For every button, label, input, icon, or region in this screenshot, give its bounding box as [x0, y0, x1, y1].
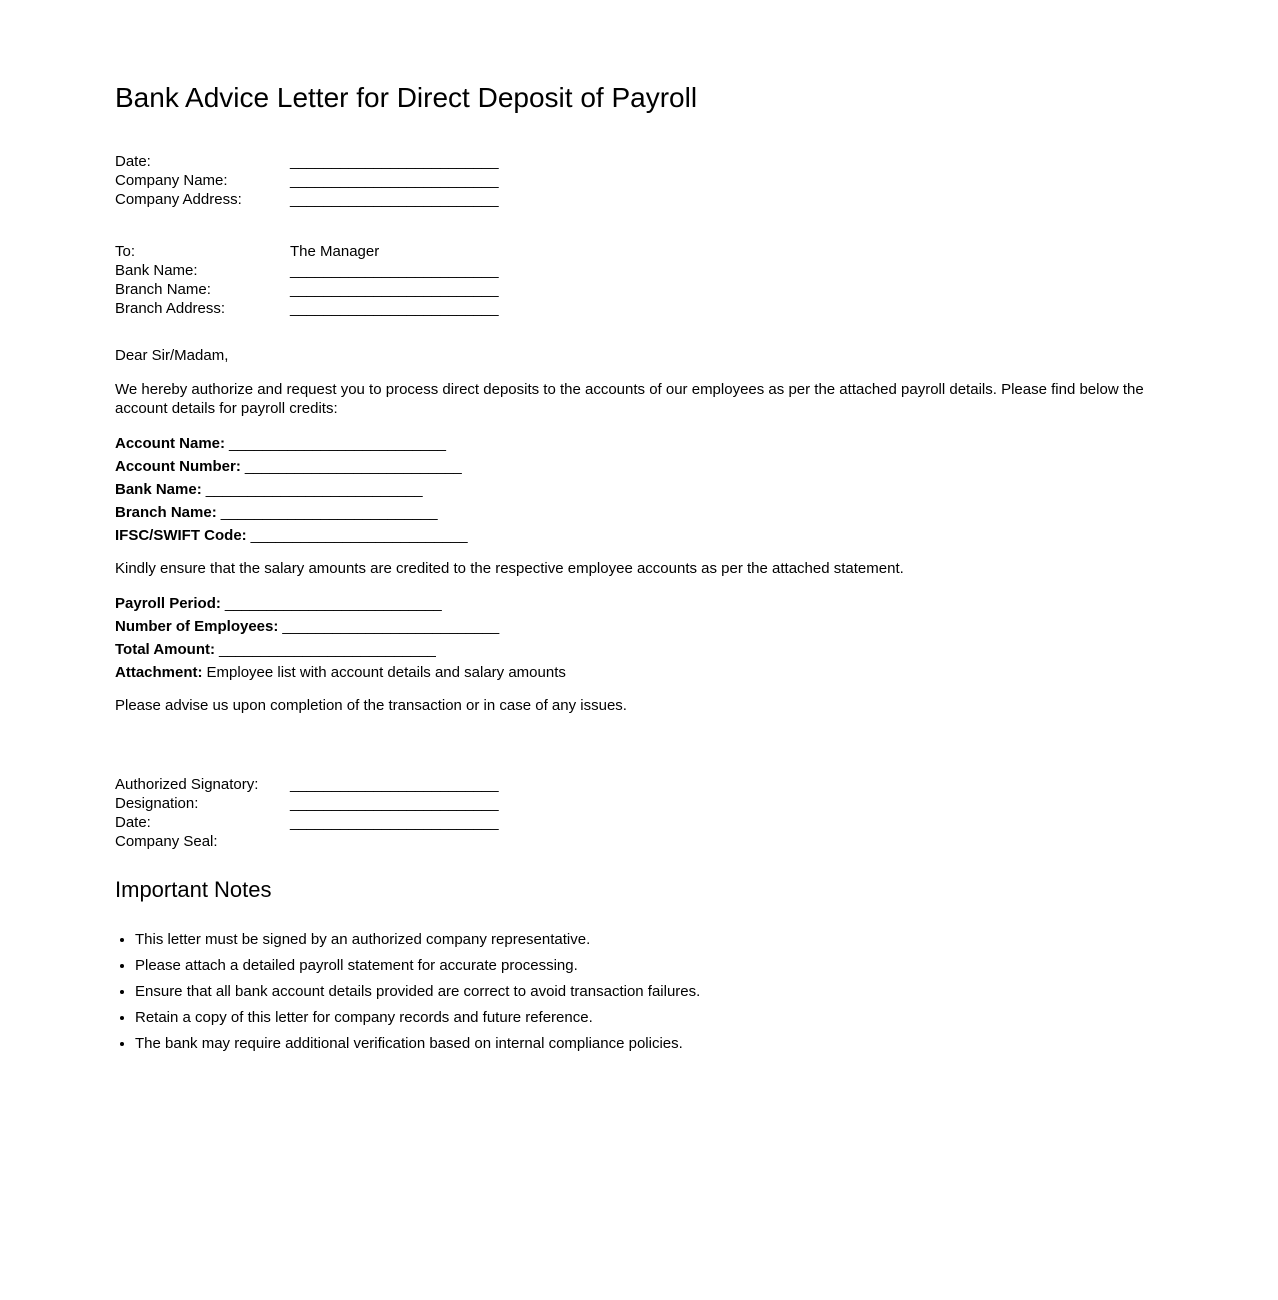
designation-field-row	[115, 794, 1163, 813]
company-name-field-label: Company Name:	[115, 172, 228, 189]
account-name-field-label: Account Name:	[115, 435, 226, 452]
branch-name-detail-field-label: Branch Name:	[115, 504, 217, 521]
note-item: • Ensure that all bank account details provided are correct to avoid transaction failures.	[135, 982, 1163, 1001]
note-item: • Please attach a detailed payroll statement for accurate processing.	[135, 956, 1163, 975]
attachment-field-label: Attachment:	[115, 664, 203, 681]
signature-block	[115, 775, 1163, 851]
company-name-field-blank-line: _________________________	[290, 172, 499, 189]
advise-paragraph: Please advise us upon completion of the transaction or in case of any issues.	[115, 697, 627, 714]
total-amount-field-label: Total Amount:	[115, 641, 215, 658]
note-item: • Retain a copy of this letter for company records and future reference.	[135, 1008, 1163, 1027]
bank-name-detail-field-label: Bank Name:	[115, 481, 202, 498]
ifsc-swift-code-field-blank-line: __________________________	[250, 527, 468, 544]
company-address-field-row	[115, 190, 1163, 209]
company-seal-field-label: Company Seal:	[115, 833, 218, 850]
account-name-field-blank-line: __________________________	[229, 435, 446, 452]
signature-date-field-row	[115, 813, 1163, 832]
signature-date-field-label: Date:	[115, 814, 151, 831]
ifsc-swift-code-field-label: IFSC/SWIFT Code:	[115, 527, 247, 544]
branch-address-field-row	[115, 299, 1163, 318]
branch-name-detail-field-blank-line: __________________________	[220, 504, 438, 521]
branch-name-field-blank-line: _________________________	[290, 281, 499, 298]
attachment-field-value: Employee list with account details and salary amounts	[206, 664, 566, 681]
number-of-employees-field-blank-line: __________________________	[282, 618, 500, 635]
important-notes-heading: Important Notes	[115, 877, 272, 902]
branch-address-field-blank-line: _________________________	[290, 300, 499, 317]
company-address-field-blank-line: _________________________	[290, 191, 499, 208]
branch-name-detail-field-row	[115, 501, 1163, 524]
payroll-period-field-blank-line: __________________________	[224, 595, 442, 612]
account-details-block	[115, 432, 1163, 547]
important-notes-list	[115, 930, 1163, 1053]
designation-field-blank-line: _________________________	[290, 795, 499, 812]
to-field-row	[115, 242, 1163, 261]
bank-name-field-label: Bank Name:	[115, 262, 198, 279]
total-amount-field-blank-line: __________________________	[218, 641, 436, 658]
account-name-field-row	[115, 432, 1163, 455]
bank-name-field-row	[115, 261, 1163, 280]
bank-name-detail-field-row	[115, 478, 1163, 501]
branch-name-field-row	[115, 280, 1163, 299]
authorized-signatory-field-label: Authorized Signatory:	[115, 776, 259, 793]
account-number-field-label: Account Number:	[115, 458, 241, 475]
recipient-block	[115, 242, 1163, 318]
to-field-label: To:	[115, 243, 136, 260]
payroll-period-field-row	[115, 592, 1163, 615]
designation-field-label: Designation:	[115, 795, 199, 812]
company-address-field-label: Company Address:	[115, 191, 242, 208]
note-item: • The bank may require additional verification based on internal compliance policies.	[135, 1034, 1163, 1053]
date-field-blank-line: _________________________	[290, 153, 499, 170]
signature-date-field-blank-line: _________________________	[290, 814, 499, 831]
authorization-paragraph: We hereby authorize and request you to process direct deposits to the accounts of our employees as per the attached payroll details. Please find below the account details for payroll credits:	[115, 381, 1144, 417]
bank-name-field-blank-line: _________________________	[290, 262, 499, 279]
sender-block	[115, 152, 1163, 209]
account-number-field-row	[115, 455, 1163, 478]
bank-name-detail-field-blank-line: __________________________	[205, 481, 423, 498]
note-item: • This letter must be signed by an authorized company representative.	[135, 930, 1163, 949]
salutation: Dear Sir/Madam,	[115, 347, 229, 364]
payroll-details-block	[115, 592, 1163, 684]
number-of-employees-field-row	[115, 615, 1163, 638]
authorized-signatory-field-row	[115, 775, 1163, 794]
kindly-ensure-paragraph: Kindly ensure that the salary amounts are credited to the respective employee accounts as per the attached statement.	[115, 560, 904, 577]
document-title: Bank Advice Letter for Direct Deposit of Payroll	[115, 82, 698, 113]
date-field-label: Date:	[115, 153, 151, 170]
branch-name-field-label: Branch Name:	[115, 281, 211, 298]
authorized-signatory-field-blank-line: _________________________	[290, 776, 499, 793]
account-number-field-blank-line: __________________________	[244, 458, 462, 475]
company-seal-field-row	[115, 832, 1163, 851]
ifsc-swift-code-field-row	[115, 524, 1163, 547]
payroll-period-field-label: Payroll Period:	[115, 595, 221, 612]
branch-address-field-label: Branch Address:	[115, 300, 226, 317]
date-field-row	[115, 152, 1163, 171]
total-amount-field-row	[115, 638, 1163, 661]
company-name-field-row	[115, 171, 1163, 190]
attachment-field-row	[115, 661, 1163, 684]
to-field-value: The Manager	[290, 243, 380, 260]
number-of-employees-field-label: Number of Employees:	[115, 618, 279, 635]
